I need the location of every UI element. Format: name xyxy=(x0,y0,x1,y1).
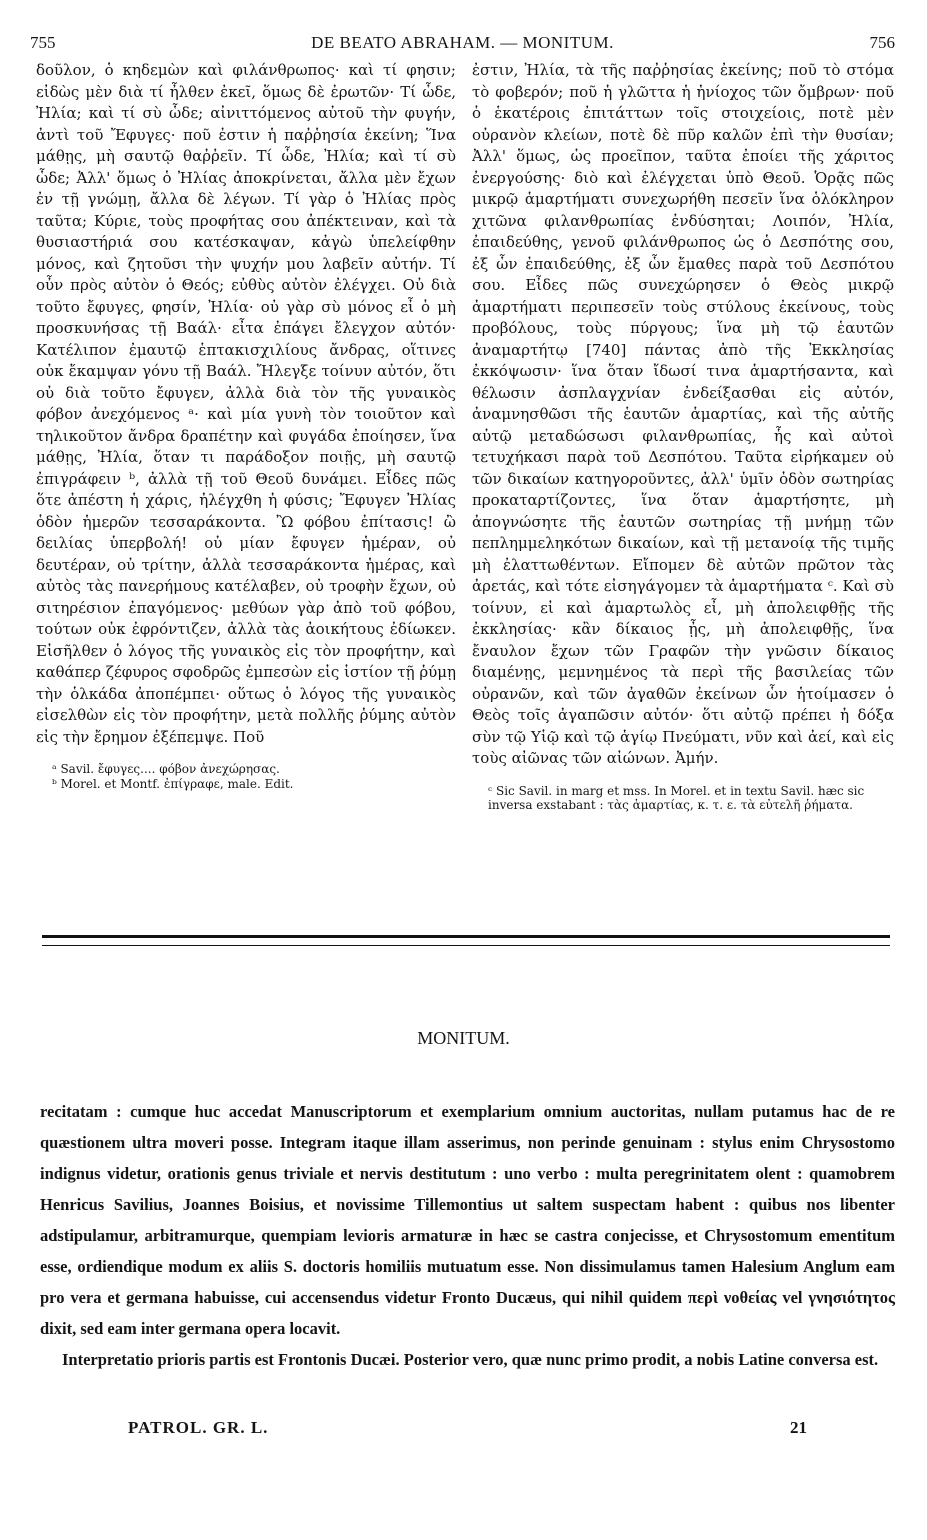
footnote-a: ᵃ Savil. ἔφυγες.... φόβον ἀνεχώρησας. xyxy=(52,762,280,776)
left-column-text: δοῦλον, ὁ κηδεμὼν καὶ φιλάνθρωπος· καὶ τί φησιν; εἰδὼς μὲν διὰ τί ἦλθεν ἐκεῖ, ὅμως δὲ ἐρωτῶν· Τί ὧδε, Ἠλία; καὶ τί σὺ ὧδε; αἰνιττόμενος αὐτοῦ τὴν φυγήν, ἀντὶ τοῦ Ἔφυγες· ποῦ ἐστιν ἡ παῤῥησία ἐκείνη; Ἵνα μάθῃς, μὴ σαυτῷ θαῤῥεῖν. Τί ὧδε, Ἠλία; καὶ τί σὺ ὧδε; Ἀλλ' ὅμως ὁ Ἠλίας ἀποκρίνεται, ἄλλα μὲν ἔχων ἐν τῇ γνώμῃ, ἄλλα δὲ λέγων. Τί γὰρ ὁ Ἠλίας πρὸς ταῦτα; Κύριε, τοὺς προφήτας σου ἀπέκτειναν, καὶ τὰ θυσιαστήριά σου κατέσκαψαν, κἀγὼ ὑπελείφθην μόνος, καὶ ζητοῦσι τὴν ψυχήν μου λαβεῖν αὐτήν. Τί οὖν πρὸς αὐτὸν ὁ Θεός; εὐθὺς αὐτὸν ἐλέγχει. Οὐ διὰ τοῦτο ἔφυγες, φησίν, Ἠλία· οὐ γὰρ σὺ μόνος εἶ ὁ μὴ προσκυνήσας τῇ Βαάλ· εἶτα ἐπάγει ἔλεγχον αὐτόν· Κατέλιπον ἐμαυτῷ ἑπτακισχιλίους ἄνδρας, οἵτινες οὐκ ἔκαμψαν γόνυ τῇ Βαάλ. Ἤλεγξε τοίνυν αὐτόν, ὅτι οὐ διὰ τοῦτο ἔφυγεν, ἀλλὰ διὰ τὸν τῆς γυναικὸς φόβον ἀνεχόμενος ᵃ· καὶ μία γυνὴ τὸν τοιοῦτον καὶ τηλικοῦτον ἄνδρα δραπέτην καὶ φυγάδα ἐποίησεν, ἵνα μάθῃς, Ἠλία, ὅταν τι παράδοξον ποιῇς, μὴ σαυτῷ ἐπιγράφειν ᵇ, ἀλλὰ τῇ τοῦ Θεοῦ δυνάμει. Εἶδες πῶς ὅτε ἀπέστη ἡ χάρις, ἠλέγχθη ἡ φύσις; Ἔφυγεν Ἠλίας ὁδὸν ἡμερῶν τεσσαράκοντα. Ὢ φόβου ἐπίτασις! ὢ δειλίας ὑπερβολή! οὐ μίαν ἔφυγεν ἡμέραν, οὐ δευτέραν, οὐ τρίτην, ἀλλὰ τεσσαράκοντα ἡμέρας, καὶ αὐτὸς τὰς πανερήμους κατέλαβεν, οὐ τροφὴν ἔχων, οὐ σιτηρέσιον ἐπαγόμενος· μεθύων γὰρ ἀπὸ τοῦ φόβου, τούτων οὐκ ἐφρόντιζεν, ἀλλὰ τὰς ἀοικήτους ἐδίωκεν. Εἰσῆλθεν ὁ λόγος τῆς γυναικὸς εἰς τὸν προφήτην, καὶ καθάπερ ζέφυρος σφοδρῶς ἐμπεσὼν εἰς ἱστίον τῇ ῥύμῃ τὴν ὁλκάδα ἀποπέμπει· οὕτως ὁ λόγος τῆς γυναικὸς εἰσελθὼν εἰς τὸν προφήτην, μετὰ πολλῆς ῥύμης αὐτὸν εἰς τὴν ἔρημον ἐξέπεμψε. Ποῦ xyxy=(36,61,456,746)
left-column xyxy=(36,60,456,791)
footnote-b: ᵇ Morel. et Montf. ἐπίγραφε, male. Edit. xyxy=(52,776,294,791)
monitum-body xyxy=(40,1096,895,1375)
footnote-c: ᶜ Sic Savil. in marg et mss. In Morel. et in textu Savil. hæc sic inversa exstabant : τὰς ἁμαρτίας, κ. τ. ε. τὰ εὐτελῆ ῥήματα. xyxy=(488,783,865,812)
right-page-number: 756 xyxy=(869,33,895,52)
monitum-paragraph-2: Interpretatio prioris partis est Frontonis Ducæi. Posterior vero, quæ nunc primo prodit, a nobis Latine conversa est. xyxy=(62,1350,879,1369)
sheet-number: 21 xyxy=(790,1418,807,1437)
monitum-paragraph-1: recitatam : cumque huc accedat Manuscriptorum et exemplarium omnium auctoritas, nullam putamus hac de re quæstionem ultra moveri posse. Integram itaque illam asserimus, non perinde genuinam : stylus enim Chrysostomo indignus videtur, orationis genus triviale et nervis destitutum : uno verbo : multa peregrinitatem olent : quamobrem Henricus Savilius, Joannes Boisius, et novissime Tillemontius ut saltem suspectam habent : quibus nos libenter adstipulamur, arbitramurque, quempiam levioris armaturæ in hæc se castra conjecisse, et Chrysostomum ementitum esse, ordiendique modum ex aliis S. doctoris homiliis mutuatum esse. Non dissimulamus tamen Halesium Anglum eam pro vera et germana habuisse, cui accensendus videtur Fronto Ducæus, qui nihil quidem περὶ νοθείας vel γνησιότητος dixit, sed eam inter germana opera locavit. xyxy=(40,1102,895,1338)
right-column-text: ἐστιν, Ἠλία, τὰ τῆς παῤῥησίας ἐκείνης; ποῦ τὸ στόμα τὸ φοβερόν; ποῦ ἡ γλῶττα ἡ ἡνίοχος τῶν ὄμβρων· ποῦ ὁ ἑκατέροις ἐπιτάττων τοῖς στοιχείοις, ποτὲ μὲν οὐρανὸν κλείων, ποτὲ δὲ πῦρ καλῶν ἐπὶ τὴν θυσίαν; Ἀλλ' ὅμως, ὡς προεῖπον, ταῦτα ἐποίει τῆς χάριτος ἐνεργούσης· διὸ καὶ ἐλέγχεται ὑπὸ Θεοῦ. Ὁρᾷς πῶς μικρῷ ἁμαρτήματι συνεχωρήθη πεσεῖν ἵνα ὁλόκληρον χιτῶνα φιλανθρωπίας ἐνδύσηται; Λοιπόν, Ἠλία, ἐπαιδεύθης, γενοῦ φιλάνθρωπος ὡς ὁ Δεσπότης σου, ἐξ ὧν ἐπαιδεύθης, ἐξ ὧν ἔμαθες παρὰ τοῦ Δεσπότου σου. Εἶδες πῶς συνεχώρησεν ὁ Θεὸς μικρῷ ἁμαρτήματι περιπεσεῖν τοὺς στύλους ἐκείνους, τοὺς προβόλους, τοὺς πύργους; ἵνα μὴ τῷ ἑαυτῶν ἀναμαρτήτῳ [740] πάντας ἀπὸ τῆς Ἐκκλησίας ἐκκόψωσιν· ἵνα ὅταν ἴδωσί τινα ἁμαρτήσαντα, καὶ θέλωσιν ἀσπλαγχνίαν ἐνδείξασθαι εἰς αὐτόν, ἀναμνησθῶσι τῆς ἑαυτῶν ἁμαρτίας, καὶ τῆς αὐτῆς αὐτῷ μεταδώσωσι φιλανθρωπίας, ἧς καὶ αὐτοὶ τετυχήκασι παρὰ τοῦ Δεσπότου. Ταῦτα εἰρήκαμεν οὐ τῶν δικαίων κατηγοροῦντες, ἀλλ' ὑμῖν ὁδὸν σωτηρίας προκαταρτίζοντες, ἵνα ὅταν ἁμαρτήσητε, μὴ ἀπογνώσητε τῆς ἑαυτῶν σωτηρίας τῇ μνήμῃ τῶν πεπλημμεληκότων δικαίων, καὶ τῇ μετανοίᾳ τῆς τιμῆς μὴ ἐλαττωθέντων. Εἴπομεν δὲ αὐτῶν πρῶτον τὰς ἀρετάς, καὶ τότε εἰσηγάγομεν τὰ ἁμαρτήματα ᶜ. Καὶ σὺ τοίνυν, εἰ καὶ ἁμαρτωλὸς εἶ, μὴ ἀπολειφθῇς τῆς ἐκκλησίας· κἂν δίκαιος ᾖς, μὴ ἀπολειφθῇς, ἵνα ἔναυλον ἔχων τῶν Γραφῶν τὴν γνῶσιν δίκαιος διαμένῃς, μεμνημένος τὰ περὶ τῆς βασιλείας τῶν οὐρανῶν, καὶ τῶν ἀγαθῶν ἐκείνων ὧν ἡτοίμασεν ὁ Θεὸς τοῖς ἀγαπῶσιν αὐτόν· ὅτι αὐτῷ πρέπει ἡ δόξα σὺν τῷ Υἱῷ καὶ τῷ ἁγίῳ Πνεύματι, νῦν καὶ ἀεί, καὶ εἰς τοὺς αἰῶνας τῶν αἰώνων. Ἀμήν. xyxy=(472,61,894,767)
monitum-title: MONITUM. xyxy=(417,1028,510,1048)
running-header xyxy=(30,33,895,57)
page-footer xyxy=(128,1418,807,1442)
right-column xyxy=(472,60,894,813)
section-divider xyxy=(42,935,890,946)
left-page-number: 755 xyxy=(30,33,56,52)
footer-signature: PATROL. GR. L. xyxy=(128,1418,269,1437)
running-title: DE BEATO ABRAHAM. — MONITUM. xyxy=(311,33,614,52)
